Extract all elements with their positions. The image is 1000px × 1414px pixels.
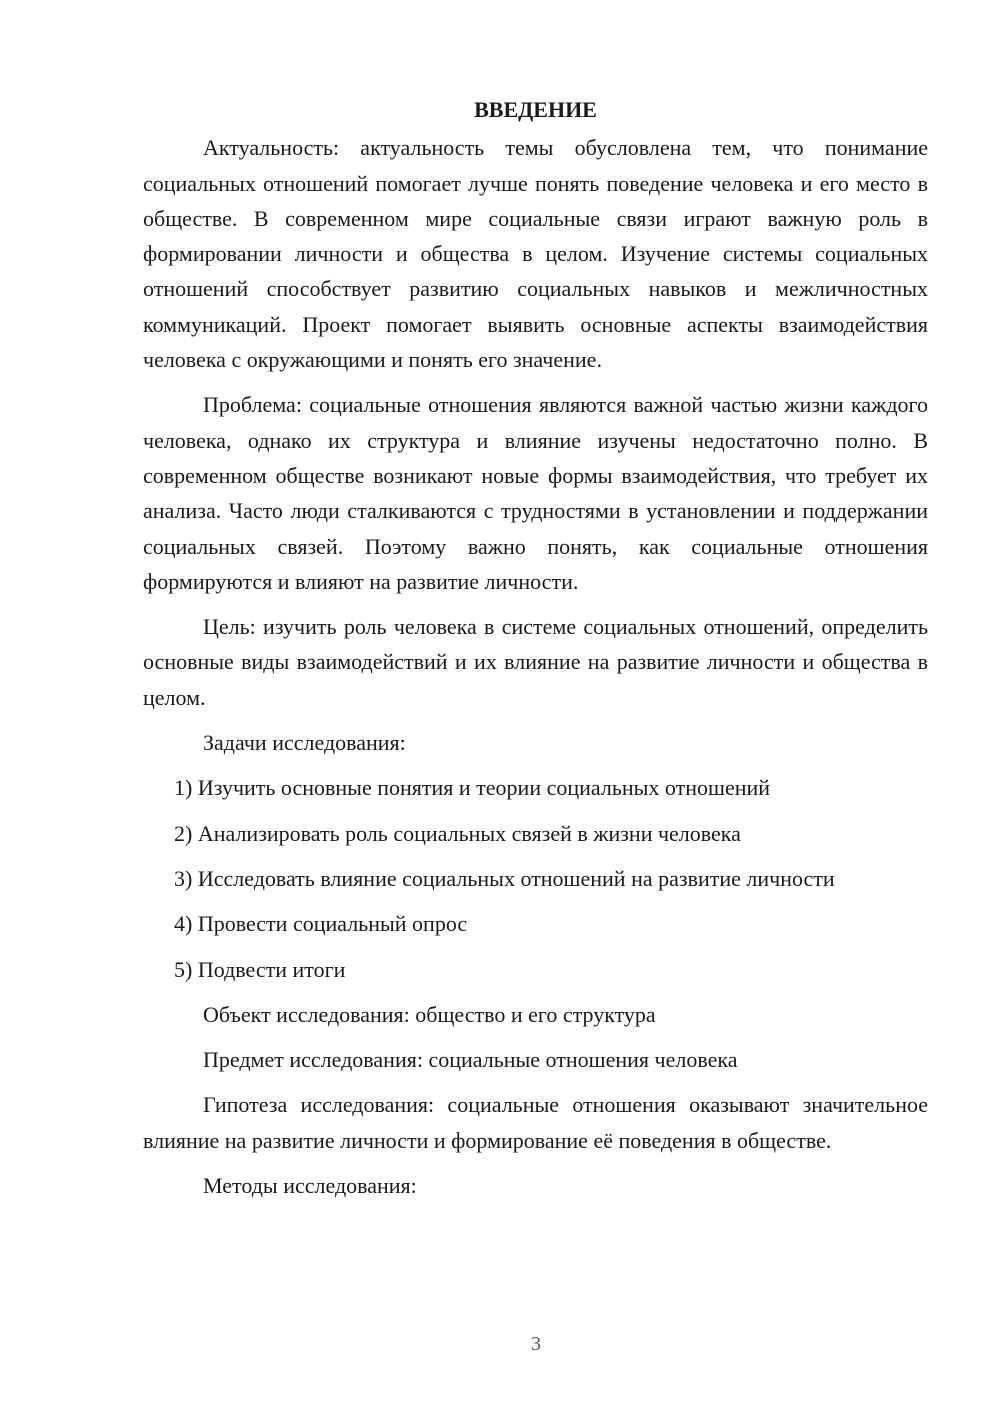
hypothesis-paragraph: Гипотеза исследования: социальные отношения оказывают значительное влияние на развитие личности и формирование её поведения в обществе. (143, 1092, 928, 1153)
list-item: 4) Провести социальный опрос (174, 911, 468, 937)
subject-line: Предмет исследования: социальные отношения человека (203, 1047, 738, 1073)
page-content (143, 92, 928, 1213)
tasks-list (143, 770, 928, 986)
methods-title: Методы исследования: (203, 1173, 417, 1199)
object-line: Объект исследования: общество и его структура (203, 1001, 656, 1027)
list-item: 1) Изучить основные понятия и теории социальных отношений (174, 775, 771, 801)
tasks-title: Задачи исследования: (203, 730, 406, 756)
problem-paragraph: Проблема: социальные отношения являются важной частью жизни каждого человека, однако их структура и влияние изучены недостаточно полно. В современном обществе возникают новые формы взаимодействия, что требует их анализа. Часто люди сталкиваются с трудностями в установлении и поддержании социальных связей. Поэтому важно понять, как социальные отношения формируются и влияют на развитие личности. (143, 392, 928, 594)
relevance-paragraph: Актуальность: актуальность темы обусловлена тем, что понимание социальных отношений помогает лучше понять поведение человека и его место в обществе. В современном мире социальные связи играют важную роль в формировании личности и общества в целом. Изучение системы социальных отношений способствует развитию социальных навыков и межличностных коммуникаций. Проект помогает выявить основные аспекты взаимодействия человека с окружающими и понять его значение. (143, 135, 928, 373)
list-item: 2) Анализировать роль социальных связей в жизни человека (174, 820, 741, 846)
section-heading: ВВЕДЕНИЕ (474, 97, 597, 122)
page-number: 3 (531, 1333, 541, 1355)
goal-paragraph: Цель: изучить роль человека в системе социальных отношений, определить основные виды взаимодействий и их влияние на развитие личности и общества в целом. (143, 614, 928, 710)
list-item: 3) Исследовать влияние социальных отношений на развитие личности (174, 865, 835, 891)
list-item: 5) Подвести итоги (174, 956, 346, 982)
